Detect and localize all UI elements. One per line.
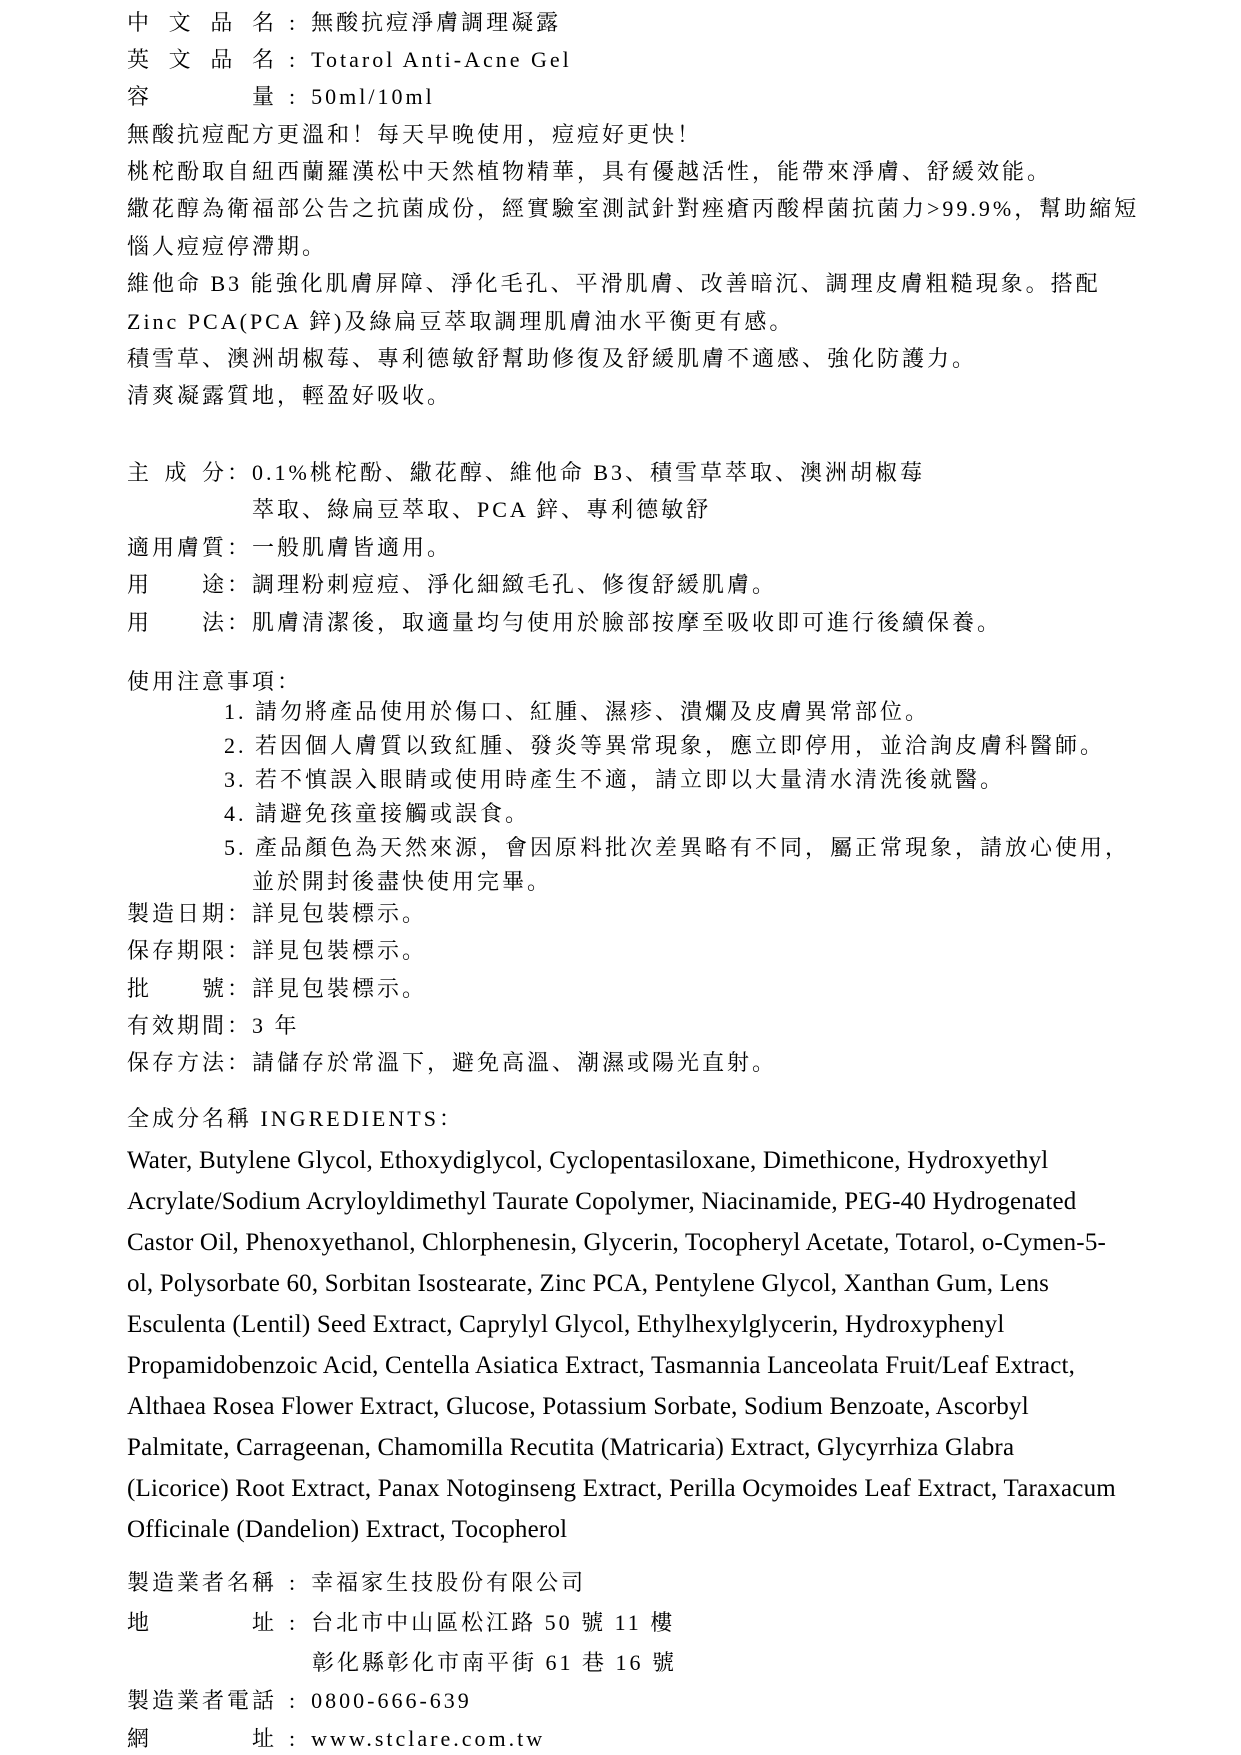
description-line: 無酸抗痘配方更溫和！每天早晚使用，痘痘好更快！ bbox=[127, 122, 703, 147]
row-product-name-zh bbox=[127, 8, 561, 38]
ingredients-line: Esculenta (Lentil) Seed Extract, Caprylyl Glycol, Ethylhexylglycerin, Hydroxyphenyl bbox=[127, 1311, 1005, 1338]
ingredients-line: Palmitate, Carrageenan, Chamomilla Recutita (Matricaria) Extract, Glycyrrhiza Glabra bbox=[127, 1434, 1015, 1461]
description-line: 維他命 B3 能強化肌膚屏障、淨化毛孔、平滑肌膚、改善暗沉、調理皮膚粗糙現象。搭配 bbox=[127, 271, 1101, 296]
row-validity-period bbox=[127, 1011, 300, 1041]
colon-separator: : bbox=[289, 1610, 296, 1635]
colon-separator: ： bbox=[227, 610, 253, 635]
volume-value: 50ml/10ml bbox=[311, 84, 435, 109]
notice-item: 1. 請勿將產品使用於傷口、紅腫、濕疹、潰爛及皮膚異常部位。 bbox=[224, 699, 931, 724]
manufacture-date-value: 詳見包裝標示。 bbox=[252, 901, 428, 926]
manufacturer-name-value: 幸福家生技股份有限公司 bbox=[311, 1570, 587, 1595]
row-volume bbox=[127, 82, 435, 112]
colon-separator: ： bbox=[227, 901, 253, 926]
skin-type-label: 適用膚質 bbox=[127, 535, 228, 560]
main-ingredients-value: 0.1%桃柁酚、繖花醇、維他命 B3、積雪草萃取、澳洲胡椒莓 bbox=[252, 460, 926, 485]
storage-method-label: 保存方法 bbox=[127, 1050, 228, 1075]
batch-number-value: 詳見包裝標示。 bbox=[252, 976, 428, 1001]
colon-separator: : bbox=[289, 10, 296, 35]
manufacturer-website-label: 網址 bbox=[127, 1726, 277, 1751]
row-batch-number bbox=[127, 974, 427, 1004]
description-line: 清爽凝露質地，輕盈好吸收。 bbox=[127, 383, 453, 408]
ingredients-line: Althaea Rosea Flower Extract, Glucose, Potassium Sorbate, Sodium Benzoate, Ascorbyl bbox=[127, 1393, 1029, 1420]
volume-label: 容量 bbox=[127, 84, 277, 109]
colon-separator: : bbox=[289, 84, 296, 109]
method-value: 肌膚清潔後，取適量均勻使用於臉部按摩至吸收即可進行後續保養。 bbox=[252, 610, 1003, 635]
validity-period-value: 3 年 bbox=[252, 1013, 300, 1038]
main-ingredients-value-wrap: 萃取、綠扁豆萃取、PCA 鋅、專利德敏舒 bbox=[252, 497, 712, 522]
product-name-zh-value: 無酸抗痘淨膚調理凝露 bbox=[311, 10, 562, 35]
ingredients-line: Propamidobenzoic Acid, Centella Asiatica Extract, Tasmannia Lanceolata Fruit/Leaf Extract, bbox=[127, 1352, 1076, 1379]
manufacturer-address-wrap: 彰化縣彰化市南平街 61 巷 16 號 bbox=[312, 1650, 678, 1675]
row-method bbox=[127, 608, 1002, 638]
description-line: 繖花醇為衛福部公告之抗菌成份，經實驗室測試針對痤瘡丙酸桿菌抗菌力>99.9%，幫助縮短 bbox=[127, 196, 1140, 221]
manufacturer-name-label: 製造業者名稱 bbox=[127, 1570, 278, 1595]
usage-label: 用途 bbox=[127, 572, 227, 597]
notice-item: 4. 請避免孩童接觸或誤食。 bbox=[224, 801, 531, 826]
main-ingredients-label: 主成分 bbox=[127, 460, 227, 485]
row-manufacturer-address bbox=[127, 1608, 675, 1638]
manufacturer-phone-label: 製造業者電話 bbox=[127, 1688, 278, 1713]
description-line: 積雪草、澳洲胡椒莓、專利德敏舒幫助修復及舒緩肌膚不適感、強化防護力。 bbox=[127, 346, 978, 371]
ingredients-line: ol, Polysorbate 60, Sorbitan Isostearate, Zinc PCA, Pentylene Glycol, Xanthan Gum, Lens bbox=[127, 1270, 1050, 1297]
usage-value: 調理粉刺痘痘、淨化細緻毛孔、修復舒緩肌膚。 bbox=[252, 572, 778, 597]
skin-type-value: 一般肌膚皆適用。 bbox=[252, 535, 453, 560]
ingredients-line: (Licorice) Root Extract, Panax Notoginseng Extract, Perilla Ocymoides Leaf Extract, Taraxacum bbox=[127, 1475, 1116, 1502]
ingredients-heading: 全成分名稱 INGREDIENTS： bbox=[127, 1106, 464, 1131]
colon-separator: ： bbox=[227, 572, 253, 597]
row-shelf-life bbox=[127, 936, 427, 966]
manufacturer-website-value: www.stclare.com.tw bbox=[311, 1726, 546, 1751]
colon-separator: ： bbox=[227, 1013, 253, 1038]
colon-separator: : bbox=[289, 47, 296, 72]
colon-separator: ： bbox=[227, 460, 253, 485]
row-manufacturer-website bbox=[127, 1724, 545, 1754]
row-manufacturer-phone bbox=[127, 1686, 472, 1716]
manufacture-date-label: 製造日期 bbox=[127, 901, 228, 926]
notice-item: 3. 若不慎誤入眼睛或使用時產生不適，請立即以大量清水清洗後就醫。 bbox=[224, 767, 1006, 792]
method-label: 用法 bbox=[127, 610, 227, 635]
row-skin-type bbox=[127, 533, 452, 563]
row-manufacturer-name bbox=[127, 1568, 586, 1598]
description-line: 惱人痘痘停滯期。 bbox=[127, 234, 328, 259]
row-product-name-en bbox=[127, 45, 572, 75]
row-usage bbox=[127, 570, 777, 600]
shelf-life-label: 保存期限 bbox=[127, 938, 228, 963]
colon-separator: : bbox=[289, 1726, 296, 1751]
notice-heading: 使用注意事項： bbox=[127, 669, 303, 694]
colon-separator: ： bbox=[227, 938, 253, 963]
colon-separator: ： bbox=[227, 1050, 253, 1075]
row-main-ingredients bbox=[127, 458, 925, 488]
storage-method-value: 請儲存於常溫下，避免高溫、潮濕或陽光直射。 bbox=[252, 1050, 778, 1075]
shelf-life-value: 詳見包裝標示。 bbox=[252, 938, 428, 963]
row-storage-method bbox=[127, 1048, 777, 1078]
colon-separator: : bbox=[289, 1688, 296, 1713]
colon-separator: ： bbox=[227, 535, 253, 560]
notice-item-wrap: 並於開封後盡快使用完畢。 bbox=[252, 869, 553, 894]
ingredients-line: Officinale (Dandelion) Extract, Tocopherol bbox=[127, 1516, 568, 1543]
batch-number-label: 批號 bbox=[127, 976, 227, 1001]
product-name-en-label: 英文品名 bbox=[127, 47, 277, 72]
colon-separator: ： bbox=[227, 976, 253, 1001]
manufacturer-address-value: 台北市中山區松江路 50 號 11 樓 bbox=[311, 1610, 676, 1635]
description-line: Zinc PCA(PCA 鋅)及綠扁豆萃取調理肌膚油水平衡更有感。 bbox=[127, 309, 795, 334]
validity-period-label: 有效期間 bbox=[127, 1013, 228, 1038]
manufacturer-address-label: 地址 bbox=[127, 1610, 277, 1635]
notice-item: 2. 若因個人膚質以致紅腫、發炎等異常現象，應立即停用，並洽詢皮膚科醫師。 bbox=[224, 733, 1106, 758]
ingredients-line: Water, Butylene Glycol, Ethoxydiglycol, Cyclopentasiloxane, Dimethicone, Hydroxyethyl bbox=[127, 1147, 1049, 1174]
notice-item: 5. 產品顏色為天然來源，會因原料批次差異略有不同，屬正常現象，請放心使用， bbox=[224, 835, 1131, 860]
description-line: 桃柁酚取自紐西蘭羅漢松中天然植物精華，具有優越活性，能帶來淨膚、舒緩效能。 bbox=[127, 159, 1053, 184]
ingredients-line: Acrylate/Sodium Acryloyldimethyl Taurate Copolymer, Niacinamide, PEG-40 Hydrogenated bbox=[127, 1188, 1077, 1215]
product-name-zh-label: 中文品名 bbox=[127, 10, 277, 35]
product-name-en-value: Totarol Anti-Acne Gel bbox=[311, 47, 572, 72]
manufacturer-phone-value: 0800-666-639 bbox=[311, 1688, 472, 1713]
colon-separator: : bbox=[289, 1570, 296, 1595]
row-manufacture-date bbox=[127, 899, 427, 929]
ingredients-line: Castor Oil, Phenoxyethanol, Chlorphenesin, Glycerin, Tocopheryl Acetate, Totarol, o-Cymen-5- bbox=[127, 1229, 1107, 1256]
